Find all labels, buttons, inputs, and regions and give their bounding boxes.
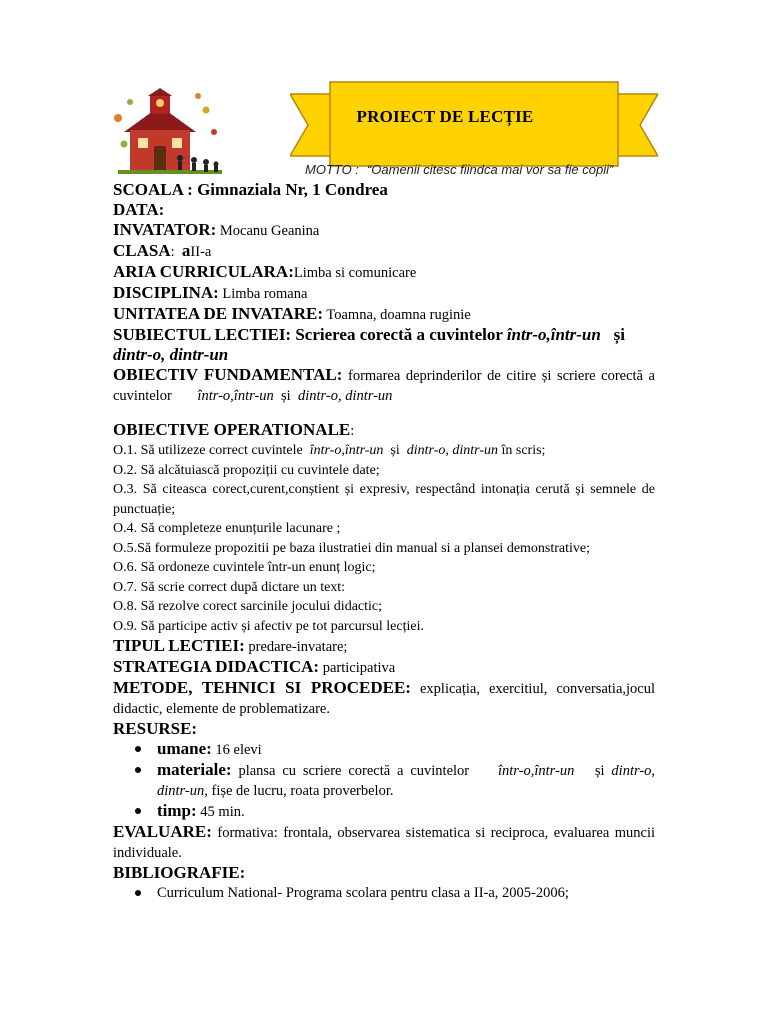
obiectiv-si: și	[281, 388, 291, 404]
tipul-line	[113, 636, 655, 657]
unitatea-label: UNITATEA DE INVATARE:	[113, 304, 324, 323]
umane-value: 16 elevi	[215, 742, 262, 758]
invatator-value: Mocanu Geanina	[219, 223, 320, 239]
tipul-value: predare-invatare;	[248, 639, 348, 655]
clasa-colon: :	[170, 244, 175, 260]
obiectiv-label: OBIECTIV FUNDAMENTAL:	[113, 365, 343, 384]
subiect-text: Scrierea corectă a cuvintelor	[295, 325, 503, 344]
objective-item: O.9. Să participe activ și afectiv pe tot parcursul lecției.	[113, 618, 424, 634]
disciplina-line	[113, 283, 655, 304]
motto	[305, 162, 735, 177]
list-item: Curriculum National- Programa scolara pentru clasa a II-a, 2005-2006;	[133, 883, 655, 903]
metode-value: explicația, exercitiul, conversatia,jocul didactic, elemente de problematizare.	[113, 681, 655, 717]
objective-o1-si: și	[390, 443, 400, 458]
disciplina-label: DISCIPLINA:	[113, 283, 219, 302]
bibliografie-list	[113, 883, 655, 903]
obiectiv-block	[113, 365, 655, 406]
evaluare-label: EVALUARE:	[113, 822, 212, 841]
materiale-italic-1: într-o,într-un	[497, 763, 575, 779]
umane-label: umane:	[157, 739, 212, 758]
strategia-label: STRATEGIA DIDACTICA:	[113, 657, 320, 676]
materiale-text: plansa cu scriere corectă a cuvintelor	[238, 763, 470, 779]
obiectiv-italic-1: într-o,într-un	[197, 388, 274, 404]
metode-label: METODE, TEHNICI SI PROCEDEE:	[113, 678, 411, 697]
clasa-line	[113, 241, 655, 262]
objective-o1-italic-2: dintr-o, dintr-un	[406, 443, 498, 458]
subiect-label: SUBIECTUL LECTIEI:	[113, 325, 292, 344]
evaluare-value: formativa: frontala, observarea sistematica si reciproca, evaluarea muncii individuale.	[113, 825, 656, 861]
objective-o1-post: în scris;	[501, 443, 546, 458]
strategia-value: participativa	[322, 660, 396, 676]
clasa-value: II-a	[190, 244, 212, 260]
data-line: DATA:	[113, 200, 165, 219]
list-item	[133, 801, 655, 822]
aria-line	[113, 262, 655, 283]
clasa-label: CLASA	[113, 241, 171, 260]
objectives-heading	[113, 420, 655, 441]
list-item	[133, 739, 655, 760]
school-house-icon	[110, 88, 226, 180]
resurse-label: RESURSE:	[113, 719, 198, 738]
subiect-si: și	[613, 325, 625, 344]
resurse-list	[113, 739, 655, 822]
obiectiv-italic-2: dintr-o, dintr-un	[297, 388, 393, 404]
materiale-post: , fișe de lucru, roata proverbelor.	[204, 783, 394, 799]
motto-text: “Oamenii citesc fiindca mai vor sa fie copii”	[366, 162, 614, 177]
objectives-list	[113, 441, 655, 636]
disciplina-value: Limba romana	[222, 286, 308, 302]
evaluare-block	[113, 822, 655, 863]
bibliografie-label: BIBLIOGRAFIE:	[113, 863, 246, 882]
timp-label: timp:	[157, 801, 197, 820]
objectives-label: OBIECTIVE OPERATIONALE	[113, 420, 351, 439]
obiectiv-text: formarea deprinderilor de citire și scriere corectă a cuvintelor	[113, 368, 655, 404]
objectives-colon: :	[350, 423, 355, 439]
objective-item: O.2. Să alcătuiască propoziții cu cuvintele date;	[113, 462, 380, 478]
objective-o1-italic-1: într-o,într-un	[309, 443, 384, 458]
materiale-si: și	[594, 763, 605, 779]
subiect-italic-1: într-o,într-un	[506, 325, 601, 344]
objective-o1-text: O.1. Să utilizeze correct cuvintele	[113, 443, 303, 458]
motto-label: MOTTO :	[305, 162, 359, 177]
invatator-line	[113, 220, 655, 241]
banner-title: PROIECT DE LECȚIE	[356, 107, 534, 126]
strategia-line	[113, 657, 655, 678]
timp-value: 45 min.	[200, 804, 245, 820]
document-body	[113, 180, 655, 903]
clasa-a: a	[181, 241, 191, 260]
aria-label: ARIA CURRICULARA:	[113, 262, 294, 281]
objective-item: O.7. Să scrie correct după dictare un text:	[113, 579, 346, 595]
aria-value: Limba si comunicare	[293, 265, 417, 281]
objective-item: O.8. Să rezolve corect sarcinile jocului didactic;	[113, 599, 383, 614]
objective-item: O.6. Să ordoneze cuvintele într-un enunț logic;	[113, 560, 376, 575]
metode-block	[113, 678, 655, 719]
unitatea-value: Toamna, doamna ruginie	[326, 307, 471, 323]
objective-item: O.4. Să completeze enunțurile lacunare ;	[113, 521, 341, 536]
materiale-italic-2: dintr-o, dintr-un	[157, 763, 656, 799]
subiect-italic-2: dintr-o, dintr-un	[113, 345, 229, 364]
objective-item: O.3. Să citeasca corect,curent,conștient și expresiv, respectând intonația cerută și semnele de punctuație;	[113, 482, 655, 517]
subiect-block	[113, 325, 655, 365]
materiale-label: materiale:	[157, 760, 232, 779]
list-item	[133, 760, 655, 801]
objective-item: O.5.Să formuleze propozitii pe baza ilustratiei din manual si a plansei demonstrative;	[113, 540, 591, 556]
invatator-label: INVATATOR:	[113, 220, 217, 239]
scoala-line: SCOALA : Gimnaziala Nr, 1 Condrea	[113, 180, 388, 199]
tipul-label: TIPUL LECTIEI:	[113, 636, 245, 655]
unitatea-line	[113, 304, 655, 325]
objective-item	[113, 441, 655, 461]
